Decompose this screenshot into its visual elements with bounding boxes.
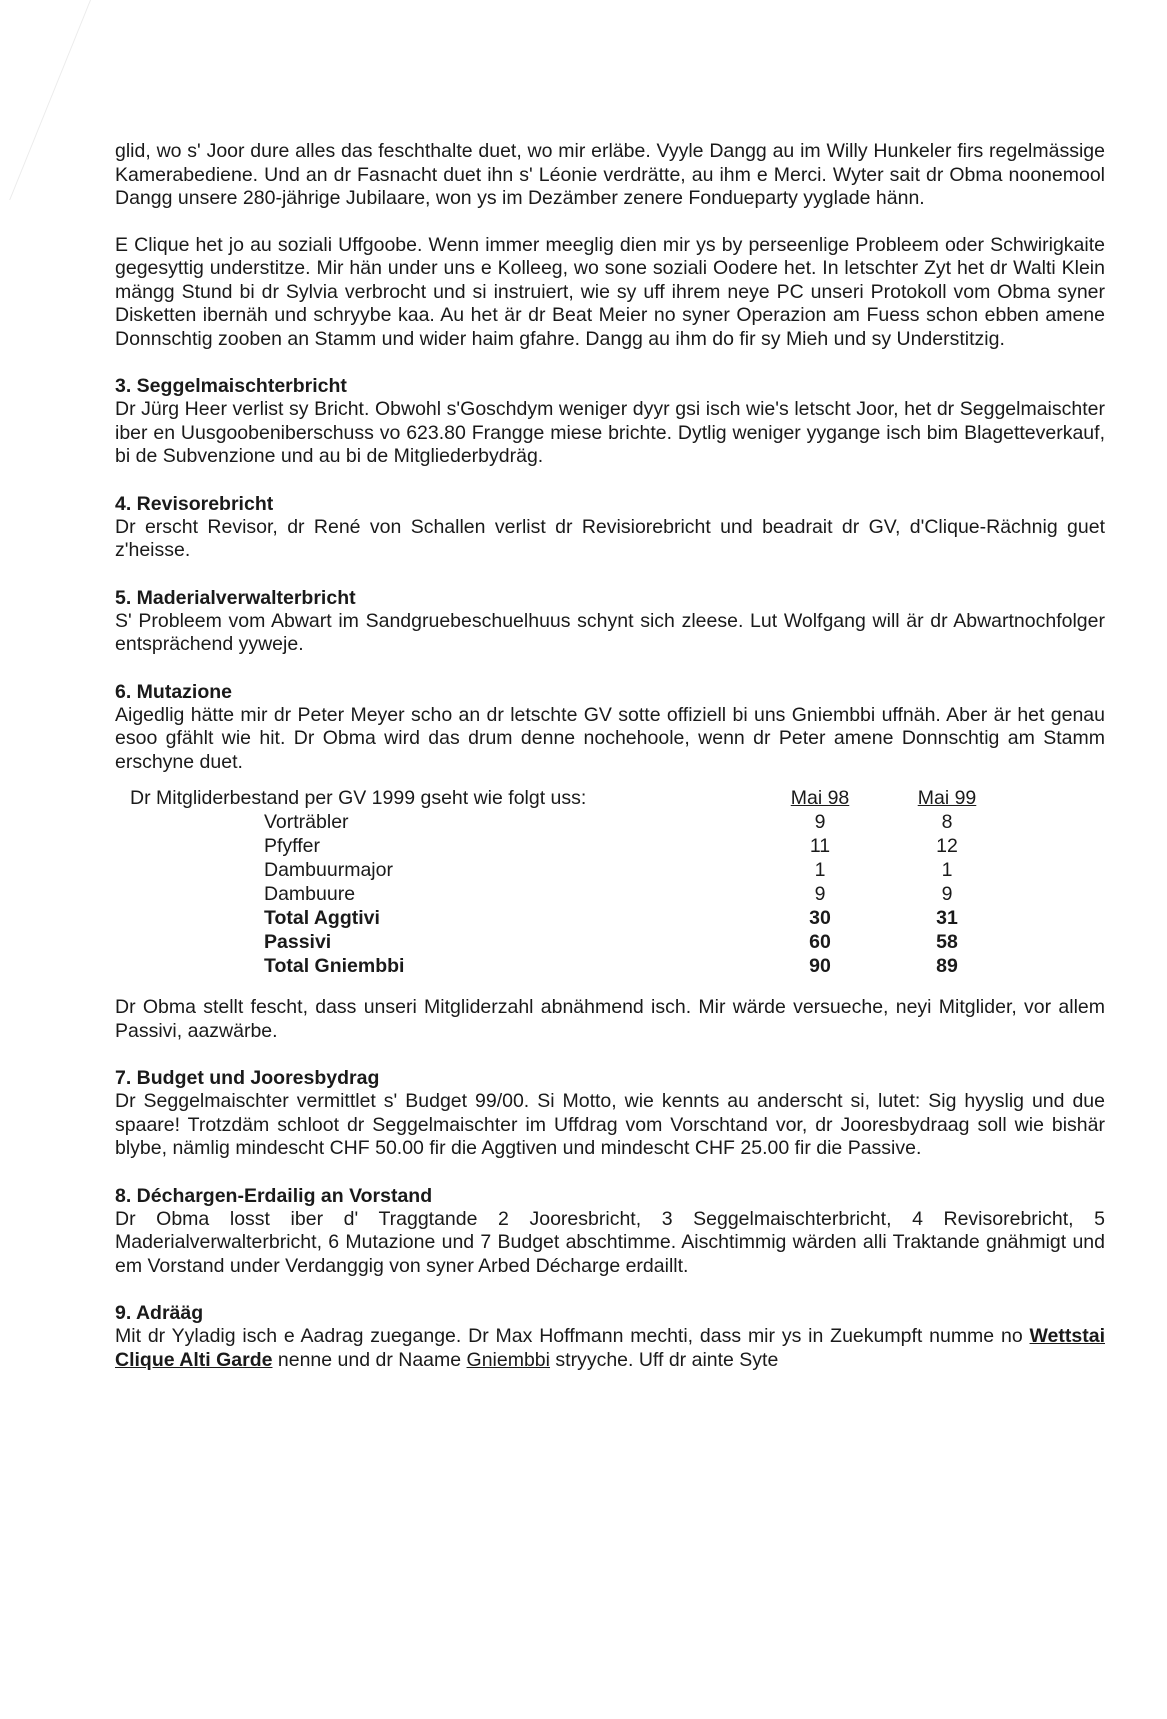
value-mai-99: 58	[936, 931, 958, 953]
table-row	[115, 882, 1105, 906]
row-label: Pfyffer	[264, 835, 320, 857]
row-label: Total Aggtivi	[264, 907, 380, 929]
section-title: 3. Seggelmaischterbricht	[115, 375, 347, 397]
section-text: Dr erscht Revisor, dr René von Schallen verlist dr Revisiorebricht und beadrait dr GV, d'Clique-Rächnig guet z'heisse.	[115, 515, 1105, 561]
row-label: Vorträbler	[264, 811, 349, 833]
section-text: Dr Jürg Heer verlist sy Bricht. Obwohl s'Goschdym weniger dyyr gsi isch wie's letscht Joor, het dr Seggelmaischter iber en Uusgoobeniberschuss vo 623.80 Frangge miese brichte. Dytlig weniger yygange isch bim Blagetteverkauf, bi de Subvenzione und au bi de Mitgliederbydräg.	[115, 398, 1105, 467]
table-row	[115, 858, 1105, 882]
new-club-name: Wettstai Clique Alti Garde	[115, 1325, 1105, 1371]
section-title: 6. Mutazione	[115, 680, 233, 703]
value-mai-98: 90	[809, 955, 831, 977]
value-mai-98: 9	[814, 811, 826, 833]
section-3	[115, 374, 1105, 469]
section-6	[115, 680, 1105, 775]
value-mai-98: 30	[809, 907, 831, 929]
adraag-text-c: stryyche. Uff dr ainte Syte	[550, 1348, 779, 1371]
member-table-intro: Dr Mitgliderbestand per GV 1999 gseht wie folgt uss:	[130, 787, 587, 809]
section-7	[115, 1066, 1105, 1161]
value-mai-99: 9	[941, 883, 953, 905]
row-label: Dambuure	[264, 883, 356, 905]
section-title: 9. Adrääg	[115, 1302, 204, 1324]
row-label: Total Gniembbi	[264, 955, 405, 977]
table-row	[115, 954, 1105, 978]
value-mai-98: 9	[814, 883, 826, 905]
section-title: 5. Maderialverwalterbricht	[115, 586, 356, 609]
section-text	[115, 1325, 1105, 1372]
table-row	[115, 930, 1105, 954]
value-mai-99: 89	[936, 955, 958, 977]
member-table-header	[115, 786, 1105, 810]
table-row	[115, 906, 1105, 930]
document-page	[115, 140, 1105, 1372]
adraag-text-b: nenne und dr Naame	[272, 1348, 467, 1371]
section-5	[115, 586, 1105, 657]
value-mai-99: 12	[936, 835, 958, 857]
section-text: Aigedlig hätte mir dr Peter Meyer scho an dr letschte GV sotte offiziell bi uns Gniembbi uffnäh. Aber är het genau esoo gfählt wie hit. Dr Obma wird das drum denne nochehoole, wenn dr Peter amene Donnschtig am Stamm erschyne duet.	[115, 703, 1105, 773]
section-8	[115, 1184, 1105, 1279]
value-mai-98: 11	[809, 835, 831, 857]
scan-artifact	[0, 0, 91, 200]
section-title: 4. Revisorebricht	[115, 492, 274, 515]
value-mai-99: 8	[941, 811, 953, 833]
section-text: Dr Obma losst iber d' Traggtande 2 Jooresbricht, 3 Seggelmaischterbricht, 4 Revisorebricht, 5 Maderialverwalterbricht, 6 Mutazione und 7 Budget abschtimme. Aischtimmig wärden alli Traktande gnähmigt und em Vorstand under Verdanggig von syner Arbed Décharge erdaillt.	[115, 1207, 1105, 1277]
table-row	[115, 810, 1105, 834]
column-header-mai-98: Mai 98	[790, 787, 850, 809]
section-9	[115, 1301, 1105, 1372]
section-text: S' Probleem vom Abwart im Sandgruebeschuelhuus schynt sich zleese. Lut Wolfgang will är dr Abwartnochfolger entsprächend yyweje.	[115, 609, 1105, 655]
column-header-mai-99: Mai 99	[917, 787, 977, 809]
adraag-text-a: Mit dr Yyladig isch e Aadrag zuegange. Dr Max Hoffmann mechti, dass mir ys in Zuekumpft numme no	[115, 1325, 1030, 1347]
section-title: 7. Budget und Jooresbydrag	[115, 1067, 380, 1089]
section-title: 8. Déchargen-Erdailig an Vorstand	[115, 1184, 433, 1207]
member-remark: Dr Obma stellt fescht, dass unseri Mitgliderzahl abnähmend isch. Mir wärde versueche, neyi Mitglider, vor allem Passivi, aazwärbe.	[115, 996, 1105, 1042]
row-label: Passivi	[264, 931, 332, 953]
old-club-name: Gniembbi	[466, 1348, 550, 1371]
intro-paragraph-1: glid, wo s' Joor dure alles das feschthalte duet, wo mir erläbe. Vyyle Dangg au im Willy Hunkeler firs regelmässige Kamerabediene. Und an dr Fasnacht duet ihn s' Léonie verdrätte, au ihm e Merci. Wyter sait dr Obma noonemool Dangg unsere 280-jährige Jubilaare, won ys im Dezämber zenere Fondueparty yyglade hänn.	[115, 140, 1105, 209]
intro-paragraph-2: E Clique het jo au soziali Uffgoobe. Wenn immer meeglig dien mir ys by perseenlige Probleem oder Schwirigkaite gegesyttig understitze. Mir hän under uns e Kolleeg, wo sone soziali Oodere het. In letschter Zyt het dr Walti Klein mängg Stund bi dr Sylvia verbrocht und si instruiert, wie sy uff ihrem neye PC unseri Protokoll vom Obma syner Disketten ibernäh und schryybe kaa. Au het är dr Beat Meier no syner Operazion am Fuess schon ebben amene Donnschtig zooben an Stamm und wider haim gfahre. Dangg au ihm do fir sy Mieh und sy Understitzig.	[115, 233, 1105, 350]
value-mai-98: 1	[814, 859, 826, 881]
row-label: Dambuurmajor	[264, 859, 393, 881]
table-row	[115, 834, 1105, 858]
value-mai-99: 31	[936, 907, 958, 929]
section-text: Dr Seggelmaischter vermittlet s' Budget 99/00. Si Motto, wie kennts au anderscht si, lutet: Sig hyyslig und due spaare! Trotzdäm schloot dr Seggelmaischter im Uffdrag vom Vorschtand vor, dr Jooresbydraag soll wie bishär blybe, nämlig mindescht CHF 50.00 fir die Aggtiven und mindescht CHF 25.00 fir die Passive.	[115, 1090, 1105, 1159]
section-4	[115, 492, 1105, 563]
member-table	[115, 786, 1105, 996]
value-mai-98: 60	[809, 931, 831, 953]
value-mai-99: 1	[941, 859, 953, 881]
